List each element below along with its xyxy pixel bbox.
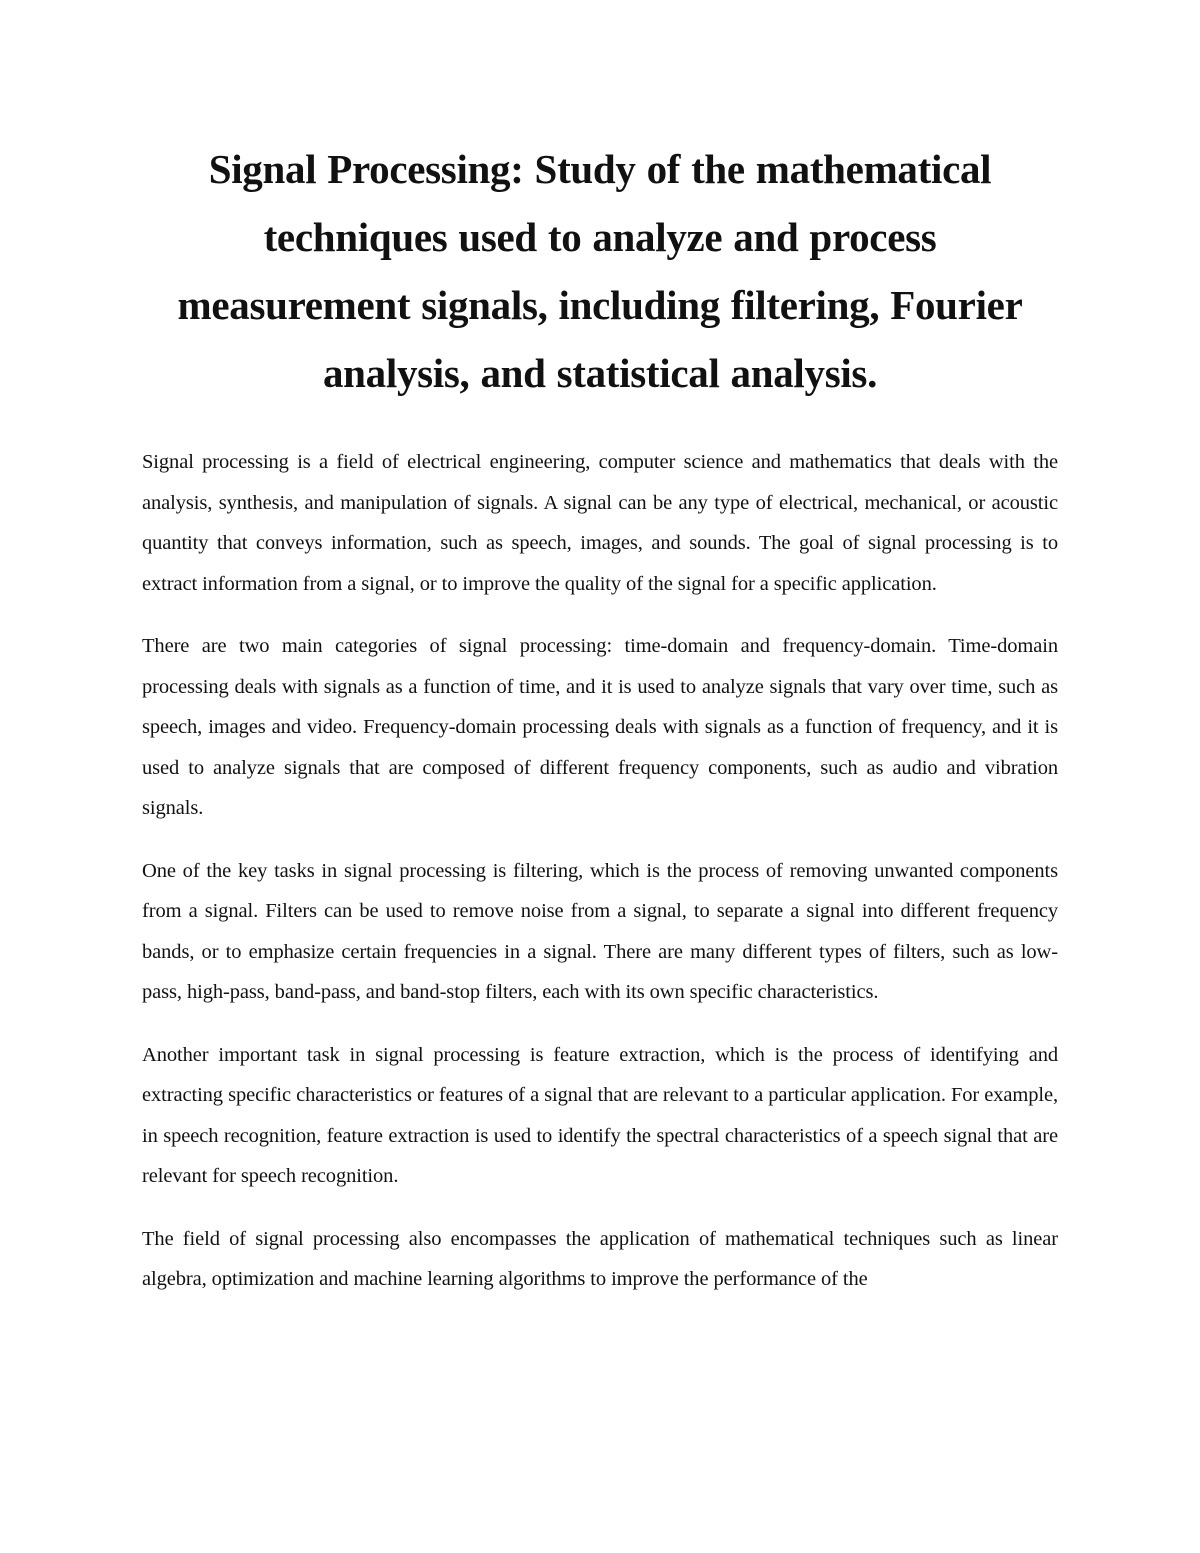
paragraph-2: There are two main categories of signal processing: time-domain and frequency-domain. Time-domain processing deals with signals as a function of time, and it is used to analyze signals that vary over time, such as speech, images and video. Frequency-domain processing deals with signals as a function of frequency, and it is used to analyze signals that are composed of different frequency components, such as audio and vibration signals. xyxy=(142,635,1058,819)
paragraph-4: Another important task in signal processing is feature extraction, which is the process of identifying and extracting specific characteristics or features of a signal that are relevant to a particular application. For example, in speech recognition, feature extraction is used to identify the spectral characteristics of a speech signal that are relevant for speech recognition. xyxy=(142,1043,1058,1187)
document-page xyxy=(142,135,1058,1322)
paragraph-3: One of the key tasks in signal processing is filtering, which is the process of removing unwanted components from a signal. Filters can be used to remove noise from a signal, to separate a signal into different frequency bands, or to emphasize certain frequencies in a signal. There are many different types of filters, such as low-pass, high-pass, band-pass, and band-stop filters, each with its own specific characteristics. xyxy=(142,859,1058,1003)
document-body xyxy=(142,442,1058,1300)
document-title: Signal Processing: Study of the mathematical techniques used to analyze and process measurement signals, including filtering, Fourier analysis, and statistical analysis. xyxy=(177,146,1023,396)
paragraph-5: The field of signal processing also encompasses the application of mathematical techniques such as linear algebra, optimization and machine learning algorithms to improve the performance of the xyxy=(142,1227,1058,1290)
paragraph-1: Signal processing is a field of electrical engineering, computer science and mathematics that deals with the analysis, synthesis, and manipulation of signals. A signal can be any type of electrical, mechanical, or acoustic quantity that conveys information, such as speech, images, and sounds. The goal of signal processing is to extract information from a signal, or to improve the quality of the signal for a specific application. xyxy=(142,451,1058,595)
